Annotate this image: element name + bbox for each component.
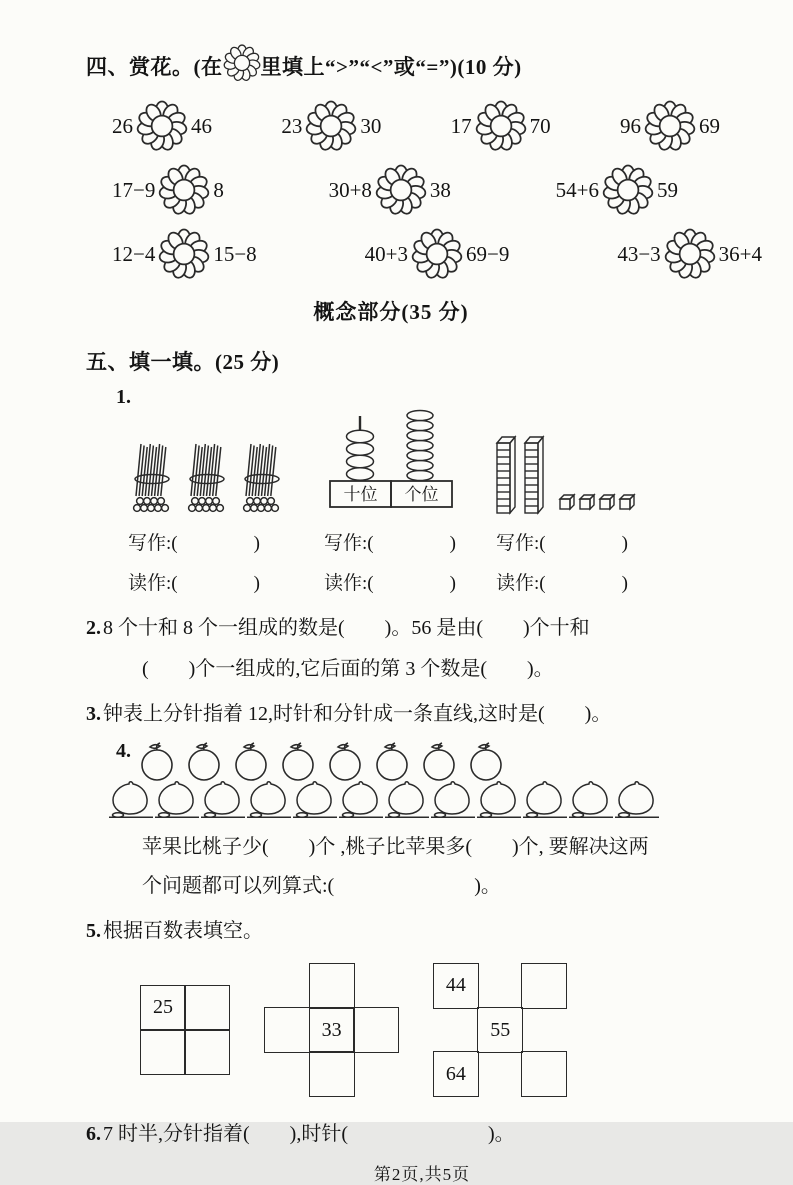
unit-cubes: [559, 493, 636, 510]
section5-title: 五、填一填。(25 分): [86, 350, 280, 374]
comparison-right: 70: [529, 113, 551, 138]
flower-icon: [375, 164, 427, 216]
hundred-chart-cross: [264, 963, 399, 1098]
peach-icon: [338, 778, 384, 820]
hundred-chart-cell: [521, 1051, 567, 1097]
unit-cube-icon: [619, 493, 636, 510]
comparison-item: [112, 100, 212, 152]
peach-icon: [568, 778, 614, 820]
hundred-chart-cell: 25: [140, 985, 186, 1031]
hundred-chart-cell: [521, 963, 567, 1009]
hundred-chart-2x2: [140, 985, 230, 1075]
item5: 5. 根据百数表填空。: [86, 914, 771, 943]
comparison-item: [112, 164, 224, 216]
flower-icon: [223, 44, 261, 82]
peach-icon: [200, 778, 246, 820]
comparison-left: 43−3: [617, 241, 661, 266]
stick-bundle-icon: [238, 439, 288, 515]
comparison-left: 23: [281, 113, 303, 138]
apple-icon: [466, 740, 506, 782]
peach-icon: [476, 778, 522, 820]
tens-rod-icon: [496, 435, 517, 515]
stick-bundles-figure: [128, 439, 288, 515]
writing-blank: 写作:( ): [128, 533, 260, 554]
comparison-item: [620, 100, 720, 152]
peach-icon: [384, 778, 430, 820]
hundred-chart-cell: 33: [309, 1007, 355, 1053]
comparison-left: 40+3: [364, 241, 408, 266]
flower-icon-slot: [223, 44, 261, 88]
hundred-chart-cell: [309, 963, 355, 1009]
comparison-right: 69−9: [466, 241, 510, 266]
comparison-left: 26: [112, 113, 133, 138]
comparison-right: 38: [429, 177, 451, 202]
hundred-chart-cell: [184, 985, 230, 1031]
item4: 4.: [116, 740, 771, 782]
item1-figures: [128, 411, 771, 595]
writing-blank: 写作:( ): [496, 533, 628, 554]
item2-line1: 8 个十和 8 个一组成的数是( )。56 是由( )个十和: [103, 617, 590, 639]
item1-col-blocks: [496, 411, 706, 595]
hundred-chart-cell: [264, 1007, 310, 1053]
comparison-right: 69: [698, 113, 720, 138]
item2: 2. 8 个十和 8 个一组成的数是( )。56 是由( )个十和: [86, 611, 771, 640]
comparison-item: [451, 100, 551, 152]
apples-row: [137, 740, 506, 782]
peach-icon: [246, 778, 292, 820]
item1-col-bundles: [128, 411, 324, 595]
flower-icon: [411, 228, 463, 280]
item3: 3. 钟表上分针指着 12,时针和分针成一条直线,这时是( )。: [86, 697, 771, 726]
flower-icon: [475, 100, 527, 152]
comparison-right: 15−8: [213, 241, 257, 266]
comparison-right: 36+4: [718, 241, 762, 266]
apple-icon: [325, 740, 365, 782]
stick-bundle-icon: [128, 439, 178, 515]
item1-col-abacus: [324, 411, 496, 595]
hundred-chart-cell: 64: [433, 1051, 479, 1097]
peach-icon: [614, 778, 660, 820]
reading-blank: 读作:( ): [128, 573, 260, 594]
comparison-item: [329, 164, 451, 216]
apple-icon: [419, 740, 459, 782]
svg-text:十位: 十位: [343, 485, 378, 504]
item6: 6. 7 时半,分针指着( ),时针( )。: [86, 1117, 771, 1146]
flower-icon: [602, 164, 654, 216]
peach-icon: [108, 778, 154, 820]
tens-rod-icon: [524, 435, 545, 515]
hundred-chart-corners: [433, 963, 568, 1098]
comparison-row-1: [112, 100, 720, 152]
comparison-item: [617, 228, 762, 280]
hundred-chart-cell: 44: [433, 963, 479, 1009]
flower-icon: [158, 164, 210, 216]
comparison-left: 54+6: [555, 177, 599, 202]
item6-text: 7 时半,分针指着( ),时针( )。: [103, 1123, 515, 1145]
flower-icon: [664, 228, 716, 280]
comparison-left: 96: [619, 113, 641, 138]
comparison-right: 59: [657, 177, 678, 202]
svg-text:个位: 个位: [404, 485, 439, 504]
hundred-chart-cell: [184, 1029, 230, 1075]
item3-text: 钟表上分针指着 12,时针和分针成一条直线,这时是( )。: [103, 703, 612, 725]
apple-icon: [372, 740, 412, 782]
comparison-row-3: [112, 228, 762, 280]
reading-blank: 读作:( ): [496, 573, 628, 594]
apple-icon: [137, 740, 177, 782]
flower-icon: [158, 228, 210, 280]
section4-title-prefix: 四、赏花。(在: [86, 55, 223, 79]
tens-rods: [496, 435, 545, 515]
comparison-right: 46: [191, 113, 212, 138]
unit-cube-icon: [559, 493, 576, 510]
comparison-left: 17−9: [112, 177, 156, 202]
page-footer: 第2页,共5页: [373, 1165, 471, 1184]
reading-blank: 读作:( ): [324, 573, 456, 594]
item4-line2: 个问题都可以列算式:( )。: [142, 875, 501, 897]
unit-cube-icon: [579, 493, 596, 510]
comparison-item: [556, 164, 678, 216]
apple-icon: [184, 740, 224, 782]
comparison-left: 30+8: [328, 177, 372, 202]
comparison-item: [365, 228, 510, 280]
apple-icon: [231, 740, 271, 782]
hundred-chart-figures: [140, 959, 771, 1101]
concept-section-header: 概念部分(35 分): [313, 300, 469, 324]
comparison-left: 17: [450, 113, 472, 138]
writing-blank: 写作:( ): [324, 533, 456, 554]
abacus-icon: [324, 410, 458, 510]
comparison-item: [112, 228, 257, 280]
comparison-item: [281, 100, 381, 152]
stick-bundle-icon: [183, 439, 233, 515]
peach-icon: [292, 778, 338, 820]
item2-line2: ( )个一组成的,它后面的第 3 个数是( )。: [142, 658, 554, 680]
hundred-chart-cell: 55: [477, 1007, 523, 1053]
flower-icon: [644, 100, 696, 152]
comparison-right: 8: [213, 177, 224, 202]
comparison-left: 12−4: [112, 241, 156, 266]
abacus-figure: [324, 410, 458, 515]
apple-icon: [278, 740, 318, 782]
hundred-chart-cell: [309, 1051, 355, 1097]
unit-cube-icon: [599, 493, 616, 510]
hundred-chart-cell: [140, 1029, 186, 1075]
item5-title: 根据百数表填空。: [103, 920, 263, 942]
item1-number: 1.: [116, 386, 131, 408]
section4-title: [86, 44, 771, 88]
hundred-chart-cell: [353, 1007, 399, 1053]
comparison-right: 30: [360, 113, 382, 138]
item4-line1: 苹果比桃子少( )个 ,桃子比苹果多( )个, 要解决这两: [142, 836, 649, 858]
peach-icon: [430, 778, 476, 820]
comparison-row-2: [112, 164, 678, 216]
flower-icon: [305, 100, 357, 152]
section4-title-suffix: 里填上“>”“<”或“=”)(10 分): [260, 55, 522, 79]
peach-icon: [522, 778, 568, 820]
peach-icon: [154, 778, 200, 820]
flower-icon: [136, 100, 188, 152]
base-ten-blocks-figure: [496, 435, 636, 515]
peaches-row: [108, 778, 771, 820]
